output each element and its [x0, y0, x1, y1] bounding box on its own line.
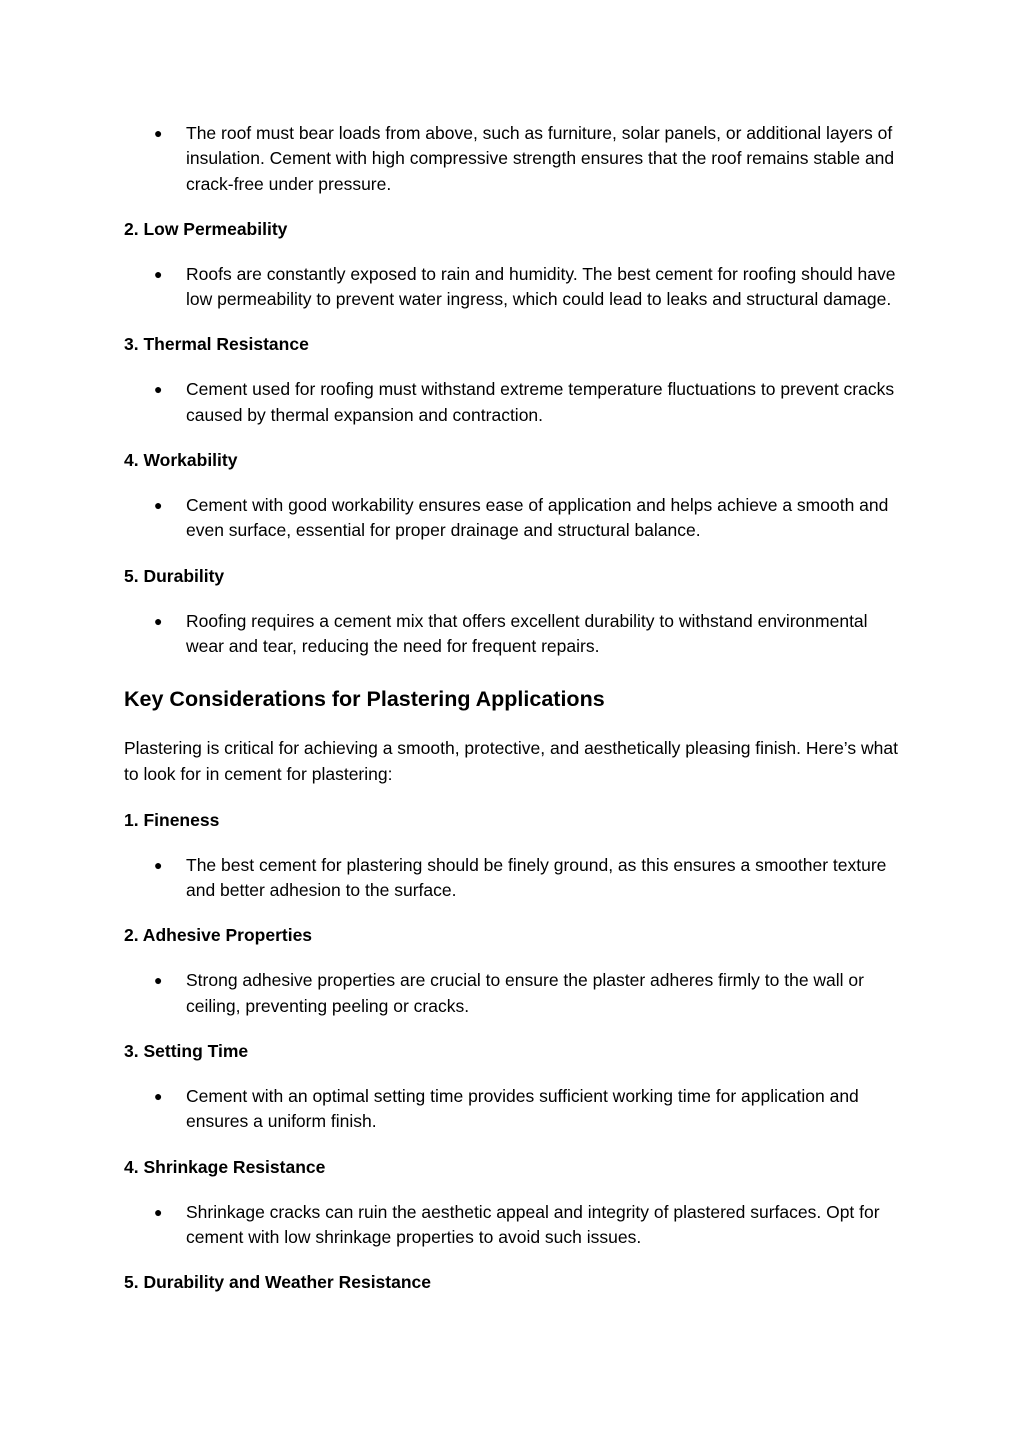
document-content [124, 121, 904, 1315]
list-item [124, 377, 904, 428]
roofing-section [124, 217, 904, 659]
subheading: 5. Durability and Weather Resistance [124, 1272, 432, 1293]
bullet-icon: ● [154, 125, 163, 141]
list-item [124, 262, 904, 313]
subheading: 2. Low Permeability [124, 218, 288, 239]
subheading: 4. Workability [124, 450, 238, 471]
list-item [124, 493, 904, 544]
intro-paragraph: Plastering is critical for achieving a smooth, protective, and aesthetically pleasing finish. Here’s what to look for in cement for plastering: [124, 738, 898, 784]
bullet-text: Roofing requires a cement mix that offers excellent durability to withstand environmental wear and tear, reducing the need for frequent repairs. [186, 610, 868, 656]
bullet-text: Strong adhesive properties are crucial to ensure the plaster adheres firmly to the wall or ceiling, preventing peeling or cracks. [186, 970, 864, 1016]
bullet-icon: ● [154, 856, 163, 873]
bullet-icon: ● [154, 1088, 163, 1105]
bullet-icon: ● [154, 1203, 163, 1220]
bullet-text: Cement with an optimal setting time provides sufficient working time for application and ensures a uniform finish. [186, 1086, 859, 1132]
bullet-icon: ● [154, 972, 163, 989]
bullet-text: Shrinkage cracks can ruin the aesthetic appeal and integrity of plastered surfaces. Opt for cement with low shrinkage properties to avoid such issues. [186, 1201, 880, 1247]
bullet-icon: ● [154, 381, 163, 398]
bullet-text: Roofs are constantly exposed to rain and humidity. The best cement for roofing should have low permeability to prevent water ingress, which could lead to leaks and structural damage. [186, 263, 896, 310]
bullet-text: The roof must bear loads from above, such as furniture, solar panels, or additional layers of insulation. Cement with high compressive strength ensures that the roof remains stable and crack-free under pressure. [186, 123, 895, 194]
subheading: 3. Setting Time [124, 1041, 249, 1062]
subheading: 5. Durability [124, 565, 225, 586]
subheading: 3. Thermal Resistance [124, 334, 309, 355]
list-item [124, 853, 904, 904]
bullet-icon: ● [154, 265, 163, 282]
section-title: Key Considerations for Plastering Applications [124, 687, 605, 712]
bullet-text: Cement used for roofing must withstand extreme temperature fluctuations to prevent cracks caused by thermal expansion and contraction. [186, 379, 895, 425]
bullet-text: Cement with good workability ensures ease of application and helps achieve a smooth and even surface, essential for proper drainage and structural balance. [186, 495, 889, 541]
plastering-section [124, 685, 904, 1294]
list-item [124, 1200, 904, 1251]
bullet-icon: ● [154, 612, 163, 629]
list-item [124, 121, 904, 197]
list-item [124, 968, 904, 1019]
subheading: 4. Shrinkage Resistance [124, 1156, 326, 1177]
list-item [124, 1084, 904, 1135]
subheading: 2. Adhesive Properties [124, 925, 313, 946]
subheading: 1. Fineness [124, 809, 220, 830]
list-item [124, 609, 904, 660]
bullet-text: The best cement for plastering should be finely ground, as this ensures a smoother texture and better adhesion to the surface. [186, 854, 887, 901]
bullet-icon: ● [154, 497, 163, 514]
